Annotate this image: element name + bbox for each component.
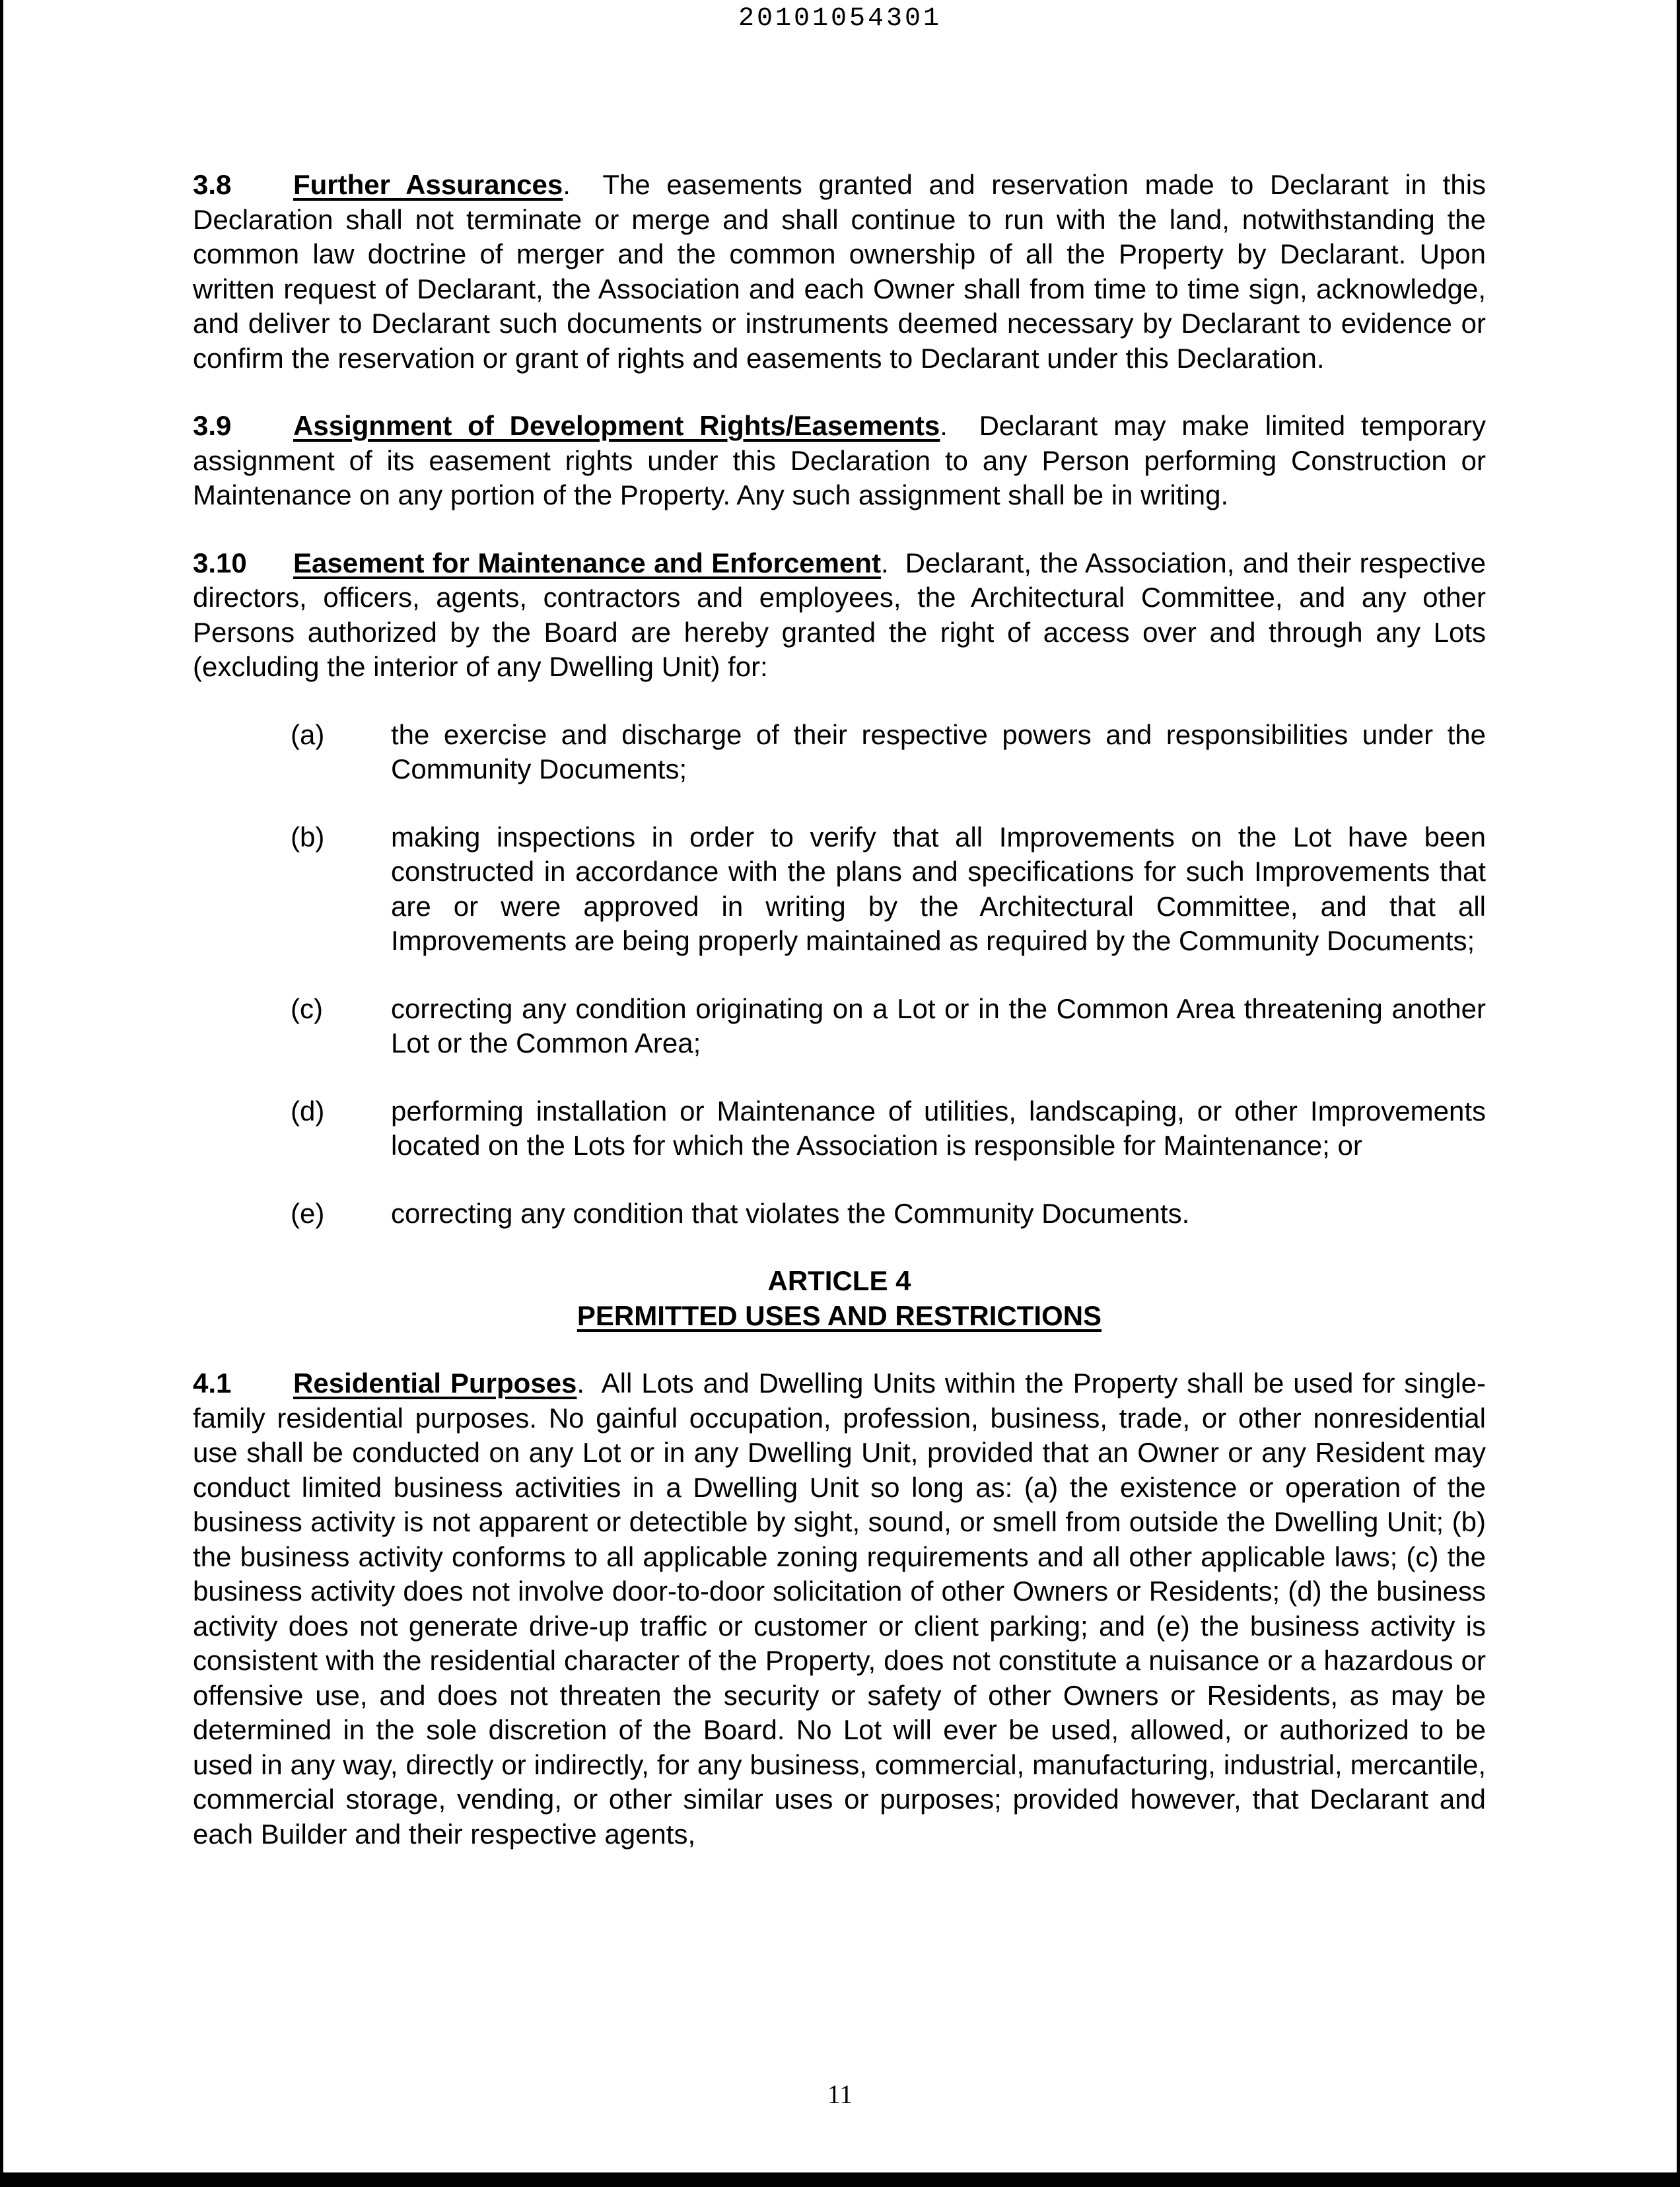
section-heading: Residential Purposes <box>293 1368 577 1399</box>
list-item-label: (e) <box>291 1197 325 1229</box>
list-item-text: making inspections in order to verify that all Improvements on the Lot have been constructed in accordance with the plans and specifications for such Improvements that are or were approved in writing by the Architectural Committee, and that all Improvements are being properly maintained as required by the Community Documents; <box>391 821 1486 956</box>
list-item-label: (b) <box>291 821 325 852</box>
section-body: The easements granted and reservation made to Declarant in this Declaration shall not terminate or merge and shall continue to run with the land, notwithstanding the common law doctrine of merger and the common ownership of all the Property by Declarant. Upon written request of Declarant, the Association and each Owner shall from time to time sign, acknowledge, and deliver to Declarant such documents or instruments deemed necessary by Declarant to evidence or confirm the reservation or grant of rights and easements to Declarant under this Declaration. <box>193 169 1487 374</box>
list-item-label: (c) <box>291 992 323 1024</box>
list-item-text: correcting any condition that violates the Community Documents. <box>391 1197 1190 1229</box>
page-number: 11 <box>827 2079 853 2109</box>
section-body: Declarant may make limited temporary assignment of its easement rights under this Declaration to any Person performing Construction or Maintenance on any portion of the Property. Any such assignment shall be in writing. <box>193 410 1486 510</box>
scan-edge-left <box>0 0 3 2187</box>
list-item <box>193 1197 1486 1232</box>
list-item <box>193 718 1486 787</box>
section-3-9: 3.9 Assignment of Development Rights/Easements. Declarant may make limited temporary assignment of its easement rights under this Declaration to any Person performing Construction or Maintenance on any portion of the Property. Any such assignment shall be in writing. <box>193 410 1486 510</box>
list-item-label: (d) <box>291 1095 325 1127</box>
article-heading <box>193 1264 1486 1333</box>
section-heading: Easement for Maintenance and Enforcement <box>293 547 882 578</box>
section-number: 4.1 <box>193 1368 232 1399</box>
document-number: 20101054301 <box>738 4 942 34</box>
section-number: 3.9 <box>193 410 232 441</box>
section-body: Declarant, the Association, and their respective directors, officers, agents, contractors and employees, the Architectural Committee, and any other Persons authorized by the Board are hereby granted the right of access over and through any Lots (excluding the interior of any Dwelling Unit) for: <box>193 547 1486 682</box>
article-number: ARTICLE 4 <box>767 1265 911 1296</box>
list-item-text: the exercise and discharge of their respective powers and responsibilities under the Community Documents; <box>391 718 1486 784</box>
section-number: 3.10 <box>193 547 247 578</box>
section-3-10: 3.10 Easement for Maintenance and Enforcement. Declarant, the Association, and their respective directors, officers, agents, contractors and employees, the Architectural Committee, and any other Persons authorized by the Board are hereby granted the right of access over and through any Lots (excluding the interior of any Dwelling Unit) for: <box>193 547 1486 682</box>
list-item <box>193 820 1486 959</box>
page-content <box>193 168 1486 1852</box>
scan-edge-bottom <box>0 2172 1680 2187</box>
section-body: All Lots and Dwelling Units within the Property shall be used for single-family residential purposes. No gainful occupation, profession, business, trade, or other nonresidential use shall be conducted on any Lot or in any Dwelling Unit, provided that an Owner or any Resident may conduct limited business activities in a Dwelling Unit so long as: (a) the existence or operation of the business activity is not apparent or detectible by sight, sound, or smell from outside the Dwelling Unit; (b) the business activity conforms to all applicable zoning requirements and all other applicable laws; (c) the business activity does not involve door-to-door solicitation of other Owners or Residents; (d) the business activity does not generate drive-up traffic or customer or client parking; and (e) the business activity is consistent with the residential character of the Property, does not constitute a nuisance or a hazardous or offensive use, and does not threaten the security or safety of other Owners or Residents, as may be determined in the sole discretion of the Board. No Lot will ever be used, allowed, or authorized to be used in any way, directly or indirectly, for any business, commercial, manufacturing, industrial, mercantile, commercial storage, vending, or other similar uses or purposes; provided however, that Declarant and each Builder and their respective agents, <box>193 1368 1486 1850</box>
section-heading: Further Assurances <box>293 169 563 200</box>
list-item <box>193 1094 1486 1163</box>
section-number: 3.8 <box>193 169 232 200</box>
section-4-1: 4.1 Residential Purposes. All Lots and Dwelling Units within the Property shall be used for single-family residential purposes. No gainful occupation, profession, business, trade, or other nonresidential use shall be conducted on any Lot or in any Dwelling Unit, provided that an Owner or any Resident may conduct limited business activities in a Dwelling Unit so long as: (a) the existence or operation of the business activity is not apparent or detectible by sight, sound, or smell from outside the Dwelling Unit; (b) the business activity conforms to all applicable zoning requirements and all other applicable laws; (c) the business activity does not involve door-to-door solicitation of other Owners or Residents; (d) the business activity does not generate drive-up traffic or customer or client parking; and (e) the business activity is consistent with the residential character of the Property, does not constitute a nuisance or a hazardous or offensive use, and does not threaten the security or safety of other Owners or Residents, as may be determined in the sole discretion of the Board. No Lot will ever be used, allowed, or authorized to be used in any way, directly or indirectly, for any business, commercial, manufacturing, industrial, mercantile, commercial storage, vending, or other similar uses or purposes; provided however, that Declarant and each Builder and their respective agents, <box>193 1368 1486 1850</box>
scan-edge-right <box>1677 0 1680 2187</box>
section-heading: Assignment of Development Rights/Easements <box>293 410 940 441</box>
section-3-8: 3.8 Further Assurances. The easements granted and reservation made to Declarant in this Declaration shall not terminate or merge and shall continue to run with the land, notwithstanding the common law doctrine of merger and the common ownership of all the Property by Declarant. Upon written request of Declarant, the Association and each Owner shall from time to time sign, acknowledge, and deliver to Declarant such documents or instruments deemed necessary by Declarant to evidence or confirm the reservation or grant of rights and easements to Declarant under this Declaration. <box>193 169 1487 374</box>
list-item-text: correcting any condition originating on a Lot or in the Common Area threatening another Lot or the Common Area; <box>391 992 1486 1059</box>
article-title: PERMITTED USES AND RESTRICTIONS <box>577 1300 1102 1331</box>
list-item-text: performing installation or Maintenance of utilities, landscaping, or other Improvements located on the Lots for which the Association is responsible for Maintenance; or <box>391 1095 1486 1161</box>
list-item <box>193 992 1486 1061</box>
list-item-label: (a) <box>291 718 325 750</box>
